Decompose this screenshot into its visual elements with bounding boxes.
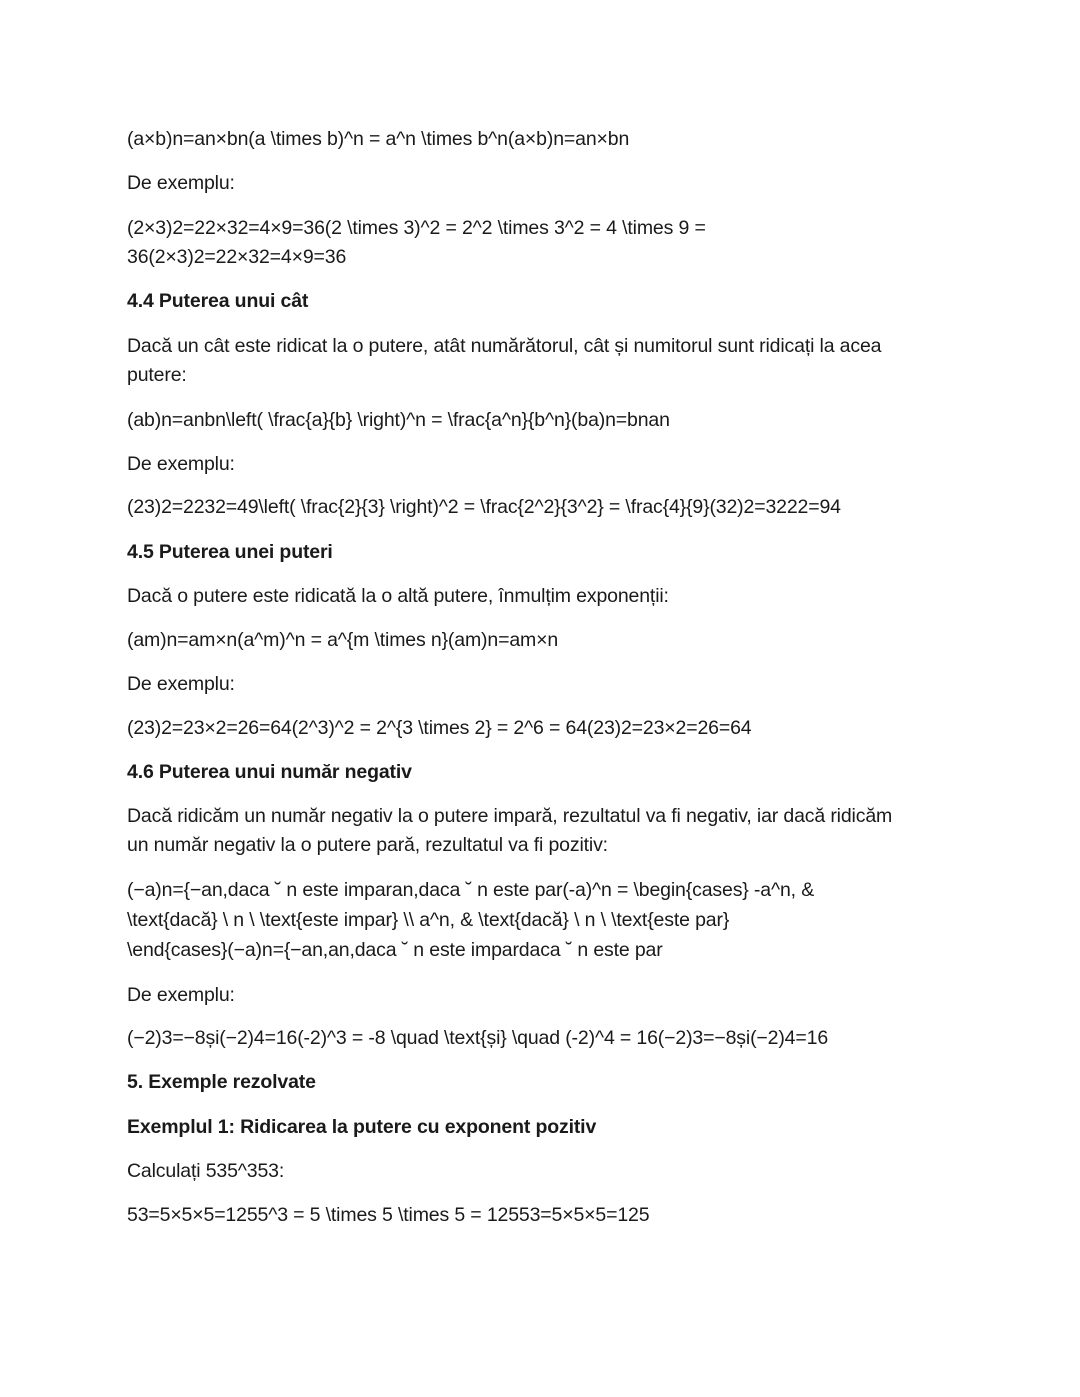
- heading-4-6: 4.6 Puterea unui număr negativ: [127, 761, 412, 783]
- example-label: De exemplu:: [127, 453, 235, 475]
- paragraph-negative-line1: Dacă ridicăm un număr negativ la o putere impară, rezultatul va fi negativ, iar dacă ridicăm: [127, 805, 893, 827]
- paragraph-power-of-power: Dacă o putere este ridicată la o altă putere, înmulțim exponenții:: [127, 585, 669, 607]
- formula-negative-line1: (−a)n={−an,daca ˘ n este imparan,daca ˘ n este par(-a)^n = \begin{cases} -a^n, &: [127, 879, 815, 901]
- example-label: De exemplu:: [127, 673, 235, 695]
- formula-negative-example: (−2)3=−8și(−2)4=16(-2)^3 = -8 \quad \text{și} \quad (-2)^4 = 16(−2)3=−8și(−2)4=16: [127, 1027, 829, 1049]
- example-label: De exemplu:: [127, 984, 235, 1006]
- formula-negative-line3: \end{cases}(−a)n={−an,an,daca ˘ n este impardaca ˘ n este par: [127, 939, 663, 961]
- paragraph-quotient-line2: putere:: [127, 364, 187, 386]
- formula-quotient-power: (ab)n=anbn\left( \frac{a}{b} \right)^n = \frac{a^n}{b^n}(ba)n=bnan: [127, 409, 670, 431]
- formula-product-example-line1: (2×3)2=22×32=4×9=36(2 \times 3)^2 = 2^2 \times 3^2 = 4 \times 9 =: [127, 217, 706, 239]
- heading-4-4: 4.4 Puterea unui cât: [127, 290, 309, 312]
- example-label: De exemplu:: [127, 172, 235, 194]
- formula-product-example-line2: 36(2×3)2=22×32=4×9=36: [127, 246, 347, 268]
- formula-power-of-power-example: (23)2=23×2=26=64(2^3)^2 = 2^{3 \times 2} = 2^6 = 64(23)2=23×2=26=64: [127, 717, 752, 739]
- formula-example-1: 53=5×5×5=1255^3 = 5 \times 5 \times 5 = 12553=5×5×5=125: [127, 1204, 650, 1226]
- paragraph-calculate: Calculați 535^353:: [127, 1160, 285, 1182]
- formula-power-of-power: (am)n=am×n(a^m)^n = a^{m \times n}(am)n=am×n: [127, 629, 559, 651]
- paragraph-quotient-line1: Dacă un cât este ridicat la o putere, atât numărătorul, cât și numitorul sunt ridicați la acea: [127, 335, 882, 357]
- heading-example-1: Exemplul 1: Ridicarea la putere cu exponent pozitiv: [127, 1116, 597, 1138]
- formula-quotient-example: (23)2=2232=49\left( \frac{2}{3} \right)^2 = \frac{2^2}{3^2} = \frac{4}{9}(32)2=3222=94: [127, 496, 841, 518]
- formula-negative-line2: \text{dacă} \ n \ \text{este impar} \\ a^n, & \text{dacă} \ n \ \text{este par}: [127, 909, 730, 931]
- formula-product-power: (a×b)n=an×bn(a \times b)^n = a^n \times b^n(a×b)n=an×bn: [127, 128, 630, 150]
- heading-5: 5. Exemple rezolvate: [127, 1071, 316, 1093]
- heading-4-5: 4.5 Puterea unei puteri: [127, 541, 333, 563]
- paragraph-negative-line2: un număr negativ la o putere pară, rezultatul va fi pozitiv:: [127, 834, 608, 856]
